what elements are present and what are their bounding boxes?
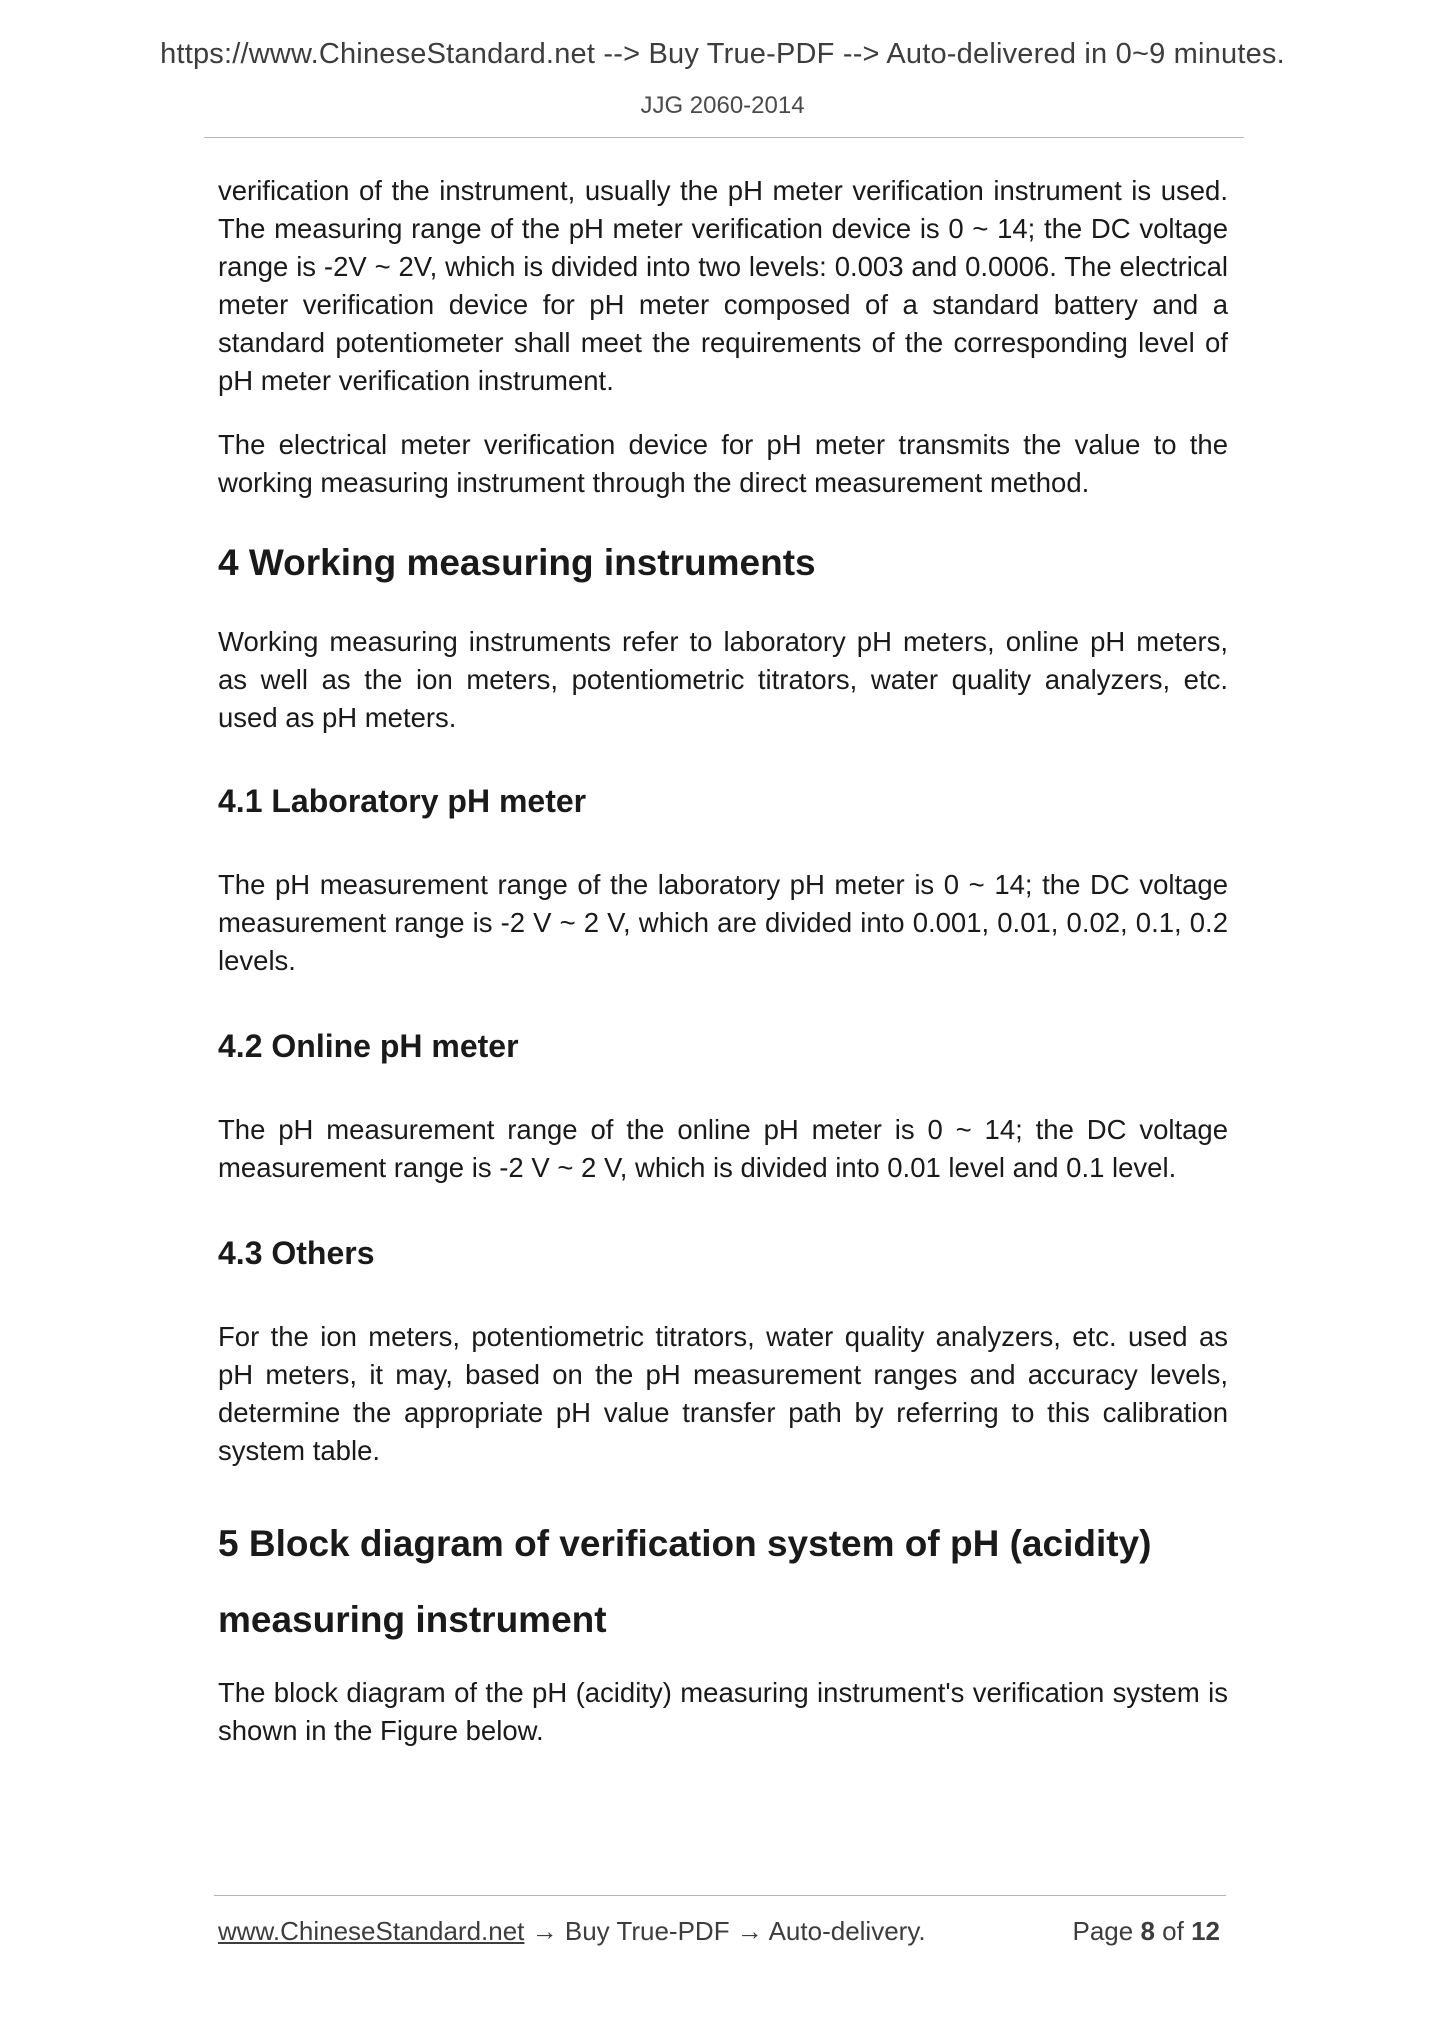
page-label: Page	[1072, 1916, 1134, 1946]
footer-site-link[interactable]: www.ChineseStandard.net	[218, 1916, 525, 1946]
paragraph-others: For the ion meters, potentiometric titrators, water quality analyzers, etc. used as pH meters, it may, based on the pH measurement ranges and accuracy levels, determine the appropriate pH value transfer path by referring to this calibration system table.	[218, 1321, 1228, 1466]
paragraph-laboratory-ph-meter: The pH measurement range of the laboratory pH meter is 0 ~ 14; the DC voltage measurement range is -2 V ~ 2 V, which are divided into 0.001, 0.01, 0.02, 0.1, 0.2 levels.	[218, 869, 1228, 976]
of-label: of	[1162, 1916, 1184, 1946]
header-divider	[204, 137, 1244, 138]
section-heading-working-instruments: 4 Working measuring instruments	[218, 542, 816, 583]
standard-code: JJG 2060-2014	[640, 92, 805, 119]
paragraph-online-ph-meter: The pH measurement range of the online pH meter is 0 ~ 14; the DC voltage measurement range is -2 V ~ 2 V, which is divided into 0.01 level and 0.1 level.	[218, 1114, 1228, 1183]
page-total: 12	[1191, 1916, 1220, 1946]
paragraph-block-diagram: The block diagram of the pH (acidity) measuring instrument's verification system is shown in the Figure below.	[218, 1677, 1228, 1746]
footer-buy-text: → Buy True-PDF → Auto-delivery.	[531, 1916, 926, 1946]
document-body	[218, 172, 1228, 1750]
header-banner: https://www.ChineseStandard.net --> Buy True-PDF --> Auto-delivered in 0~9 minutes.	[160, 38, 1285, 70]
page-footer	[218, 1916, 1228, 1952]
subsection-heading-online-ph-meter: 4.2 Online pH meter	[218, 1028, 519, 1064]
footer-divider	[214, 1895, 1226, 1896]
subsection-heading-others: 4.3 Others	[218, 1235, 375, 1271]
paragraph-verification-device: verification of the instrument, usually the pH meter verification instrument is used. The measuring range of the pH meter verification device is 0 ~ 14; the DC voltage range is -2V ~ 2V, which is divided into two levels: 0.003 and 0.0006. The electrical meter verification device for pH meter composed of a standard battery and a standard potentiometer shall meet the requirements of the corresponding level of pH meter verification instrument.	[218, 175, 1228, 396]
paragraph-working-instruments: Working measuring instruments refer to laboratory pH meters, online pH meters, as well as the ion meters, potentiometric titrators, water quality analyzers, etc. used as pH meters.	[218, 626, 1228, 733]
subsection-heading-laboratory-ph-meter: 4.1 Laboratory pH meter	[218, 783, 587, 819]
page-number	[1072, 1916, 1220, 1947]
paragraph-value-transmission: The electrical meter verification device for pH meter transmits the value to the working measuring instrument through the direct measurement method.	[218, 429, 1228, 498]
section-heading-block-diagram: 5 Block diagram of verification system of pH (acidity) measuring instrument	[218, 1523, 1152, 1640]
page-current: 8	[1140, 1916, 1155, 1946]
